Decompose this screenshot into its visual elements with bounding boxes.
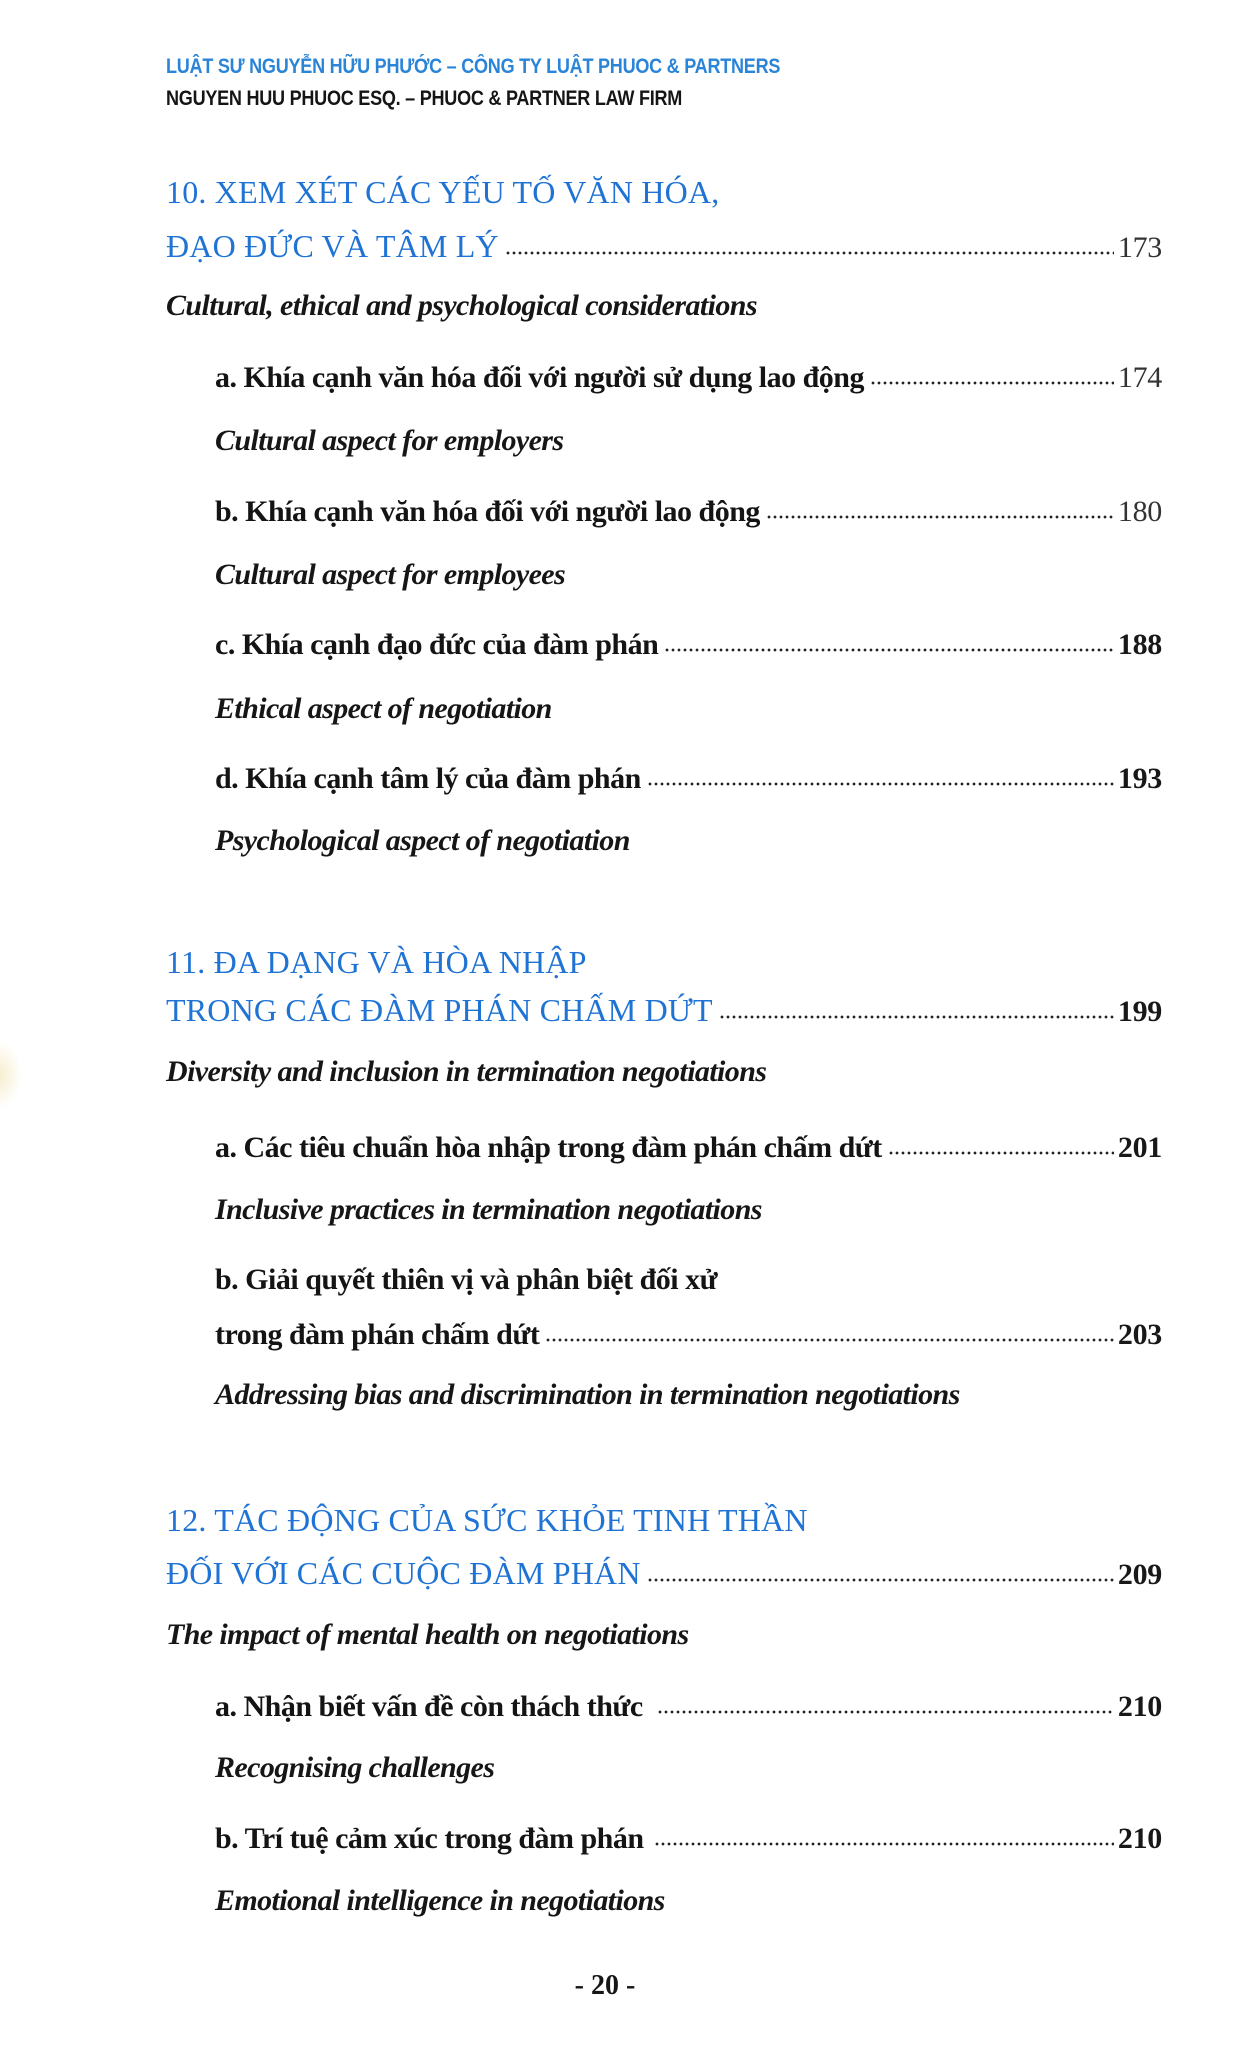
toc-entry-10c-translation: Ethical aspect of negotiation (215, 692, 552, 725)
toc-entry-10b[interactable] (215, 490, 1162, 534)
leader-dots (545, 1337, 1114, 1343)
page-number: 173 (1117, 231, 1162, 264)
entry-label: b. Khía cạnh văn hóa đối với người lao động (215, 495, 760, 528)
section-12-heading-line2[interactable] (166, 1551, 1162, 1595)
toc-entry-11b-line1[interactable] (215, 1258, 717, 1302)
page-number: 201 (1117, 1131, 1162, 1164)
section-12-translation: The impact of mental health on negotiations (166, 1618, 689, 1651)
toc-entry-11a-translation: Inclusive practices in termination negotiations (215, 1193, 762, 1226)
toc-entry-12b-translation: Emotional intelligence in negotiations (215, 1884, 665, 1917)
running-head-vietnamese: LUẬT SƯ NGUYỄN HỮU PHƯỚC – CÔNG TY LUẬT PHUOC & PARTNERS (166, 55, 781, 78)
toc-entry-11a[interactable] (215, 1126, 1162, 1170)
entry-label: b. Trí tuệ cảm xúc trong đàm phán (215, 1822, 644, 1855)
leader-dots (719, 1014, 1114, 1020)
section-11-heading-line1 (166, 940, 587, 984)
running-head (166, 52, 880, 116)
page-number: 203 (1117, 1318, 1162, 1351)
heading-text: 12. TÁC ĐỘNG CỦA SỨC KHỎE TINH THẦN (166, 1502, 808, 1538)
heading-text: 11. ĐA DẠNG VÀ HÒA NHẬP (166, 944, 587, 980)
page-number: 193 (1117, 762, 1162, 795)
toc-entry-10c[interactable] (215, 623, 1162, 667)
section-10-heading-line1 (166, 170, 719, 214)
toc-entry-10d[interactable] (215, 757, 1162, 801)
heading-text: ĐẠO ĐỨC VÀ TÂM LÝ (166, 228, 499, 264)
toc-entry-12b[interactable] (215, 1817, 1162, 1861)
leader-dots (664, 647, 1114, 653)
paper-smudge (0, 1040, 22, 1110)
section-11-heading-line2[interactable] (166, 988, 1162, 1032)
page-number: 210 (1117, 1822, 1162, 1855)
leader-dots (654, 1841, 1114, 1847)
leader-dots (888, 1150, 1114, 1156)
leader-dots (647, 1577, 1114, 1583)
page-number: 210 (1117, 1690, 1162, 1723)
leader-dots (870, 380, 1114, 386)
page-number-footer: - 20 - (574, 1970, 636, 2001)
section-10-translation: Cultural, ethical and psychological considerations (166, 289, 757, 322)
heading-text: 10. XEM XÉT CÁC YẾU TỐ VĂN HÓA, (166, 174, 720, 210)
page-number: 209 (1117, 1558, 1162, 1591)
toc-entry-11b-translation: Addressing bias and discrimination in termination negotiations (215, 1378, 960, 1411)
page-number: 199 (1117, 995, 1162, 1028)
heading-text: TRONG CÁC ĐÀM PHÁN CHẤM DỨT (166, 992, 713, 1028)
heading-text: ĐỐI VỚI CÁC CUỘC ĐÀM PHÁN (166, 1555, 641, 1591)
entry-label: a. Nhận biết vấn đề còn thách thức (215, 1690, 643, 1723)
toc-entry-10a[interactable] (215, 356, 1162, 400)
toc-entry-10d-translation: Psychological aspect of negotiation (215, 824, 630, 857)
leader-dots (766, 514, 1114, 520)
entry-label: d. Khía cạnh tâm lý của đàm phán (215, 762, 641, 795)
toc-entry-11b-line2[interactable] (215, 1313, 1162, 1357)
leader-dots (505, 250, 1114, 256)
leader-dots (647, 781, 1114, 787)
section-12-heading-line1 (166, 1498, 808, 1542)
page-number: 188 (1117, 628, 1162, 661)
section-10-heading-line2[interactable] (166, 224, 1162, 268)
section-11-translation: Diversity and inclusion in termination negotiations (166, 1055, 767, 1088)
entry-label: c. Khía cạnh đạo đức của đàm phán (215, 628, 659, 661)
running-head-english: NGUYEN HUU PHUOC ESQ. – PHUOC & PARTNER LAW FIRM (166, 87, 683, 110)
entry-label: a. Khía cạnh văn hóa đối với người sử dụng lao động (215, 361, 864, 394)
entry-label: a. Các tiêu chuẩn hòa nhập trong đàm phán chấm dứt (215, 1131, 882, 1164)
entry-label: trong đàm phán chấm dứt (215, 1318, 540, 1351)
page-number: 174 (1117, 361, 1162, 394)
toc-entry-10b-translation: Cultural aspect for employees (215, 558, 566, 591)
toc-entry-10a-translation: Cultural aspect for employers (215, 424, 564, 457)
toc-entry-12a-translation: Recognising challenges (215, 1751, 495, 1784)
entry-label: b. Giải quyết thiên vị và phân biệt đối xử (215, 1263, 718, 1296)
leader-dots (657, 1709, 1114, 1715)
toc-entry-12a[interactable] (215, 1685, 1162, 1729)
page-number: 180 (1117, 495, 1162, 528)
